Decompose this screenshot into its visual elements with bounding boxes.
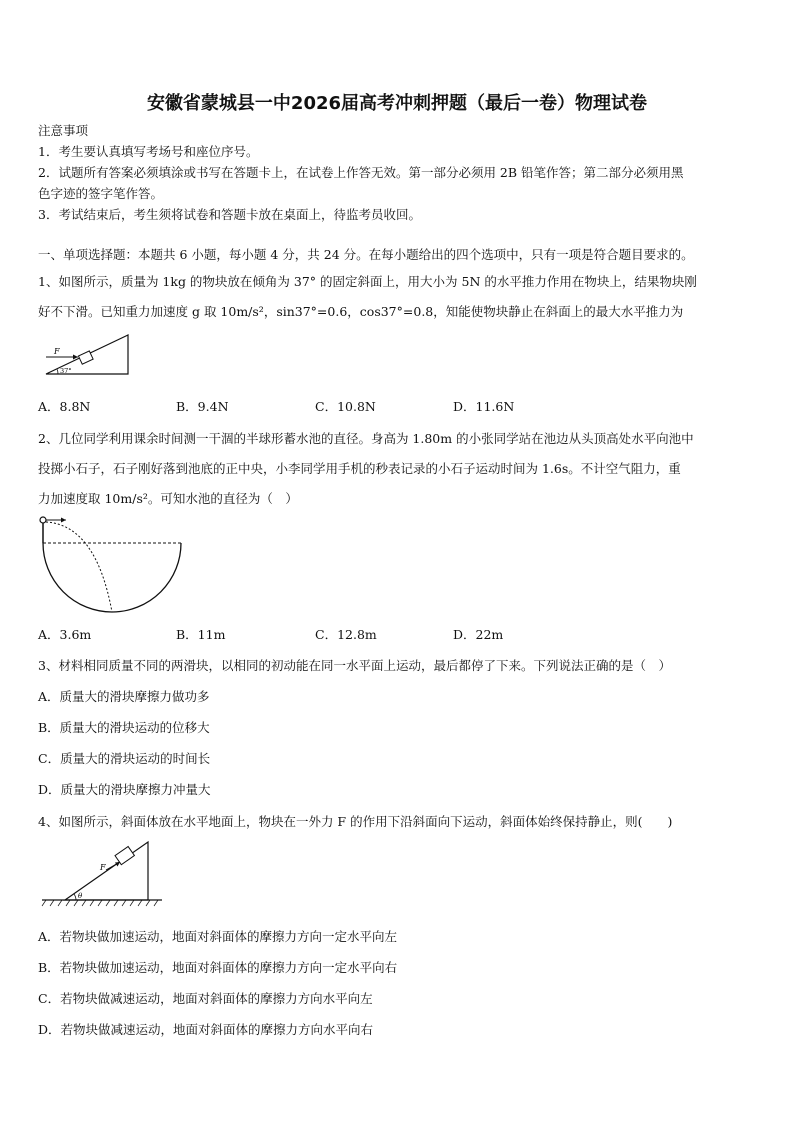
q4-option-c: C．若物块做减速运动，地面对斜面体的摩擦力方向水平向左 [38,991,373,1006]
section-heading: 一、单项选择题：本题共 6 小题，每小题 4 分，共 24 分。在每小题给出的四个选项中，只有一项是符合题目要求的。 [38,247,694,262]
q2-option-b: B．11m [176,627,226,642]
q4-wedge-figure [40,838,165,910]
q4-option-a: A．若物块做加速运动，地面对斜面体的摩擦力方向一定水平向左 [38,929,398,944]
q1-incline-figure [40,333,135,378]
q4-stem-line: 4、如图所示，斜面体放在水平地面上，物块在一外力 F 的作用下沿斜面向下运动，斜面体始终保持静止，则( ) [38,814,673,829]
q3-option-d: D．质量大的滑块摩擦力冲量大 [38,782,211,797]
q1-stem-line: 好不下滑。已知重力加速度 g 取 10m/s²，sin37°=0.6，cos37°=0.8，知能使物块静止在斜面上的最大水平推力为 [38,304,684,319]
notice-item: 1．考生要认真填写考场号和座位序号。 [38,144,259,159]
q4-force-label: F [100,863,106,872]
q3-stem-line: 3、材料相同质量不同的两滑块，以相同的初动能在同一水平面上运动，最后都停了下来。下列说法正确的是（ ） [38,658,671,673]
q3-option-c: C．质量大的滑块运动的时间长 [38,751,211,766]
notice-heading: 注意事项 [38,123,89,138]
q1-option-d: D．11.6N [453,399,515,414]
notice-item: 色字迹的签字笔作答。 [38,186,164,201]
q3-option-a: A．质量大的滑块摩擦力做功多 [38,689,210,704]
q2-option-a: A．3.6m [38,627,92,642]
q4-option-d: D．若物块做减速运动，地面对斜面体的摩擦力方向水平向右 [38,1022,374,1037]
q1-stem-line: 1、如图所示，质量为 1kg 的物块放在倾角为 37° 的固定斜面上，用大小为 5N 的水平推力作用在物块上，结果物块刚 [38,274,697,289]
page-title: 安徽省蒙城县一中2026届高考冲刺押题（最后一卷）物理试卷 [146,93,648,114]
notice-item: 2．试题所有答案必须填涂或书写在答题卡上，在试卷上作答无效。第一部分必须用 2B 铅笔作答；第二部分必须用黑 [38,165,684,180]
q3-option-b: B．质量大的滑块运动的位移大 [38,720,210,735]
q1-option-c: C．10.8N [315,399,376,414]
q2-option-c: C．12.8m [315,627,377,642]
q4-angle-label: θ [78,892,83,900]
q2-hemisphere-figure [36,513,186,615]
q4-option-b: B．若物块做加速运动，地面对斜面体的摩擦力方向一定水平向右 [38,960,398,975]
q2-stem-line: 2、几位同学利用课余时间测一干涸的半球形蓄水池的直径。身高为 1.80m 的小张同学站在池边从头顶高处水平向池中 [38,431,694,446]
q2-stem-line: 投掷小石子，石子刚好落到池底的正中央，小李同学用手机的秒表记录的小石子运动时间为 1.6s。不计空气阻力，重 [38,461,681,476]
q2-stem-line: 力加速度取 10m/s²。可知水池的直径为（ ） [38,491,298,506]
q1-option-a: A．8.8N [38,399,91,414]
q1-angle-label: 37° [60,367,72,375]
q1-force-label: F [54,347,60,356]
q2-option-d: D．22m [453,627,504,642]
q1-option-b: B．9.4N [176,399,229,414]
notice-item: 3．考试结束后，考生须将试卷和答题卡放在桌面上，待监考员收回。 [38,207,421,222]
